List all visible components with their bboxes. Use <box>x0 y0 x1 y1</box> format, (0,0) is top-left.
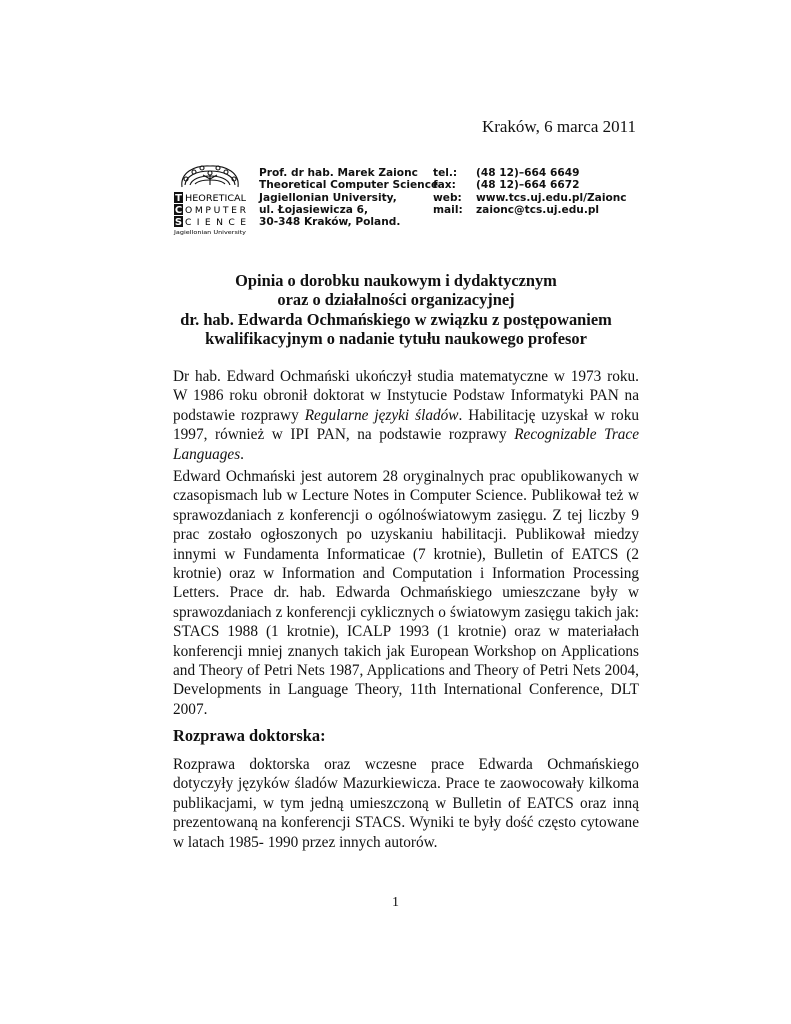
mail-label: mail: <box>433 203 463 216</box>
document-title <box>150 271 642 348</box>
logo-line-3: CIENCE <box>185 217 246 228</box>
contact-labels <box>433 167 463 216</box>
letter-date: Kraków, 6 marca 2011 <box>481 117 636 136</box>
tel-value: (48 12)–664 6649 <box>476 167 580 179</box>
title-line-1: Opinia o dorobku naukowym i dydaktycznym <box>235 271 557 290</box>
logo-letter-c: C <box>174 205 183 216</box>
logo-line-1: HEORETICAL <box>185 193 247 204</box>
paragraph-doctoral: Rozprawa doktorska oraz wczesne prace Edwarda Ochmańskiego dotyczyły języków śladów Mazurkiewicza. Prace te zaowocowały kilkoma publikacjami, w tym jedną umieszczoną w Bulletin of EATCS oraz inną prezentowaną na konferencji STACS. Wyniki te były dość często cytowane w latach 1985- 1990 przez innych autorów. <box>173 756 639 851</box>
thesis-title: Regularne języki śladów <box>304 406 459 424</box>
section-heading-doctoral: Rozprawa doktorska: <box>173 726 326 745</box>
logo-line-2: OMPUTER <box>185 205 246 216</box>
sender-street: ul. Łojasiewicza 6, <box>259 203 368 216</box>
logo-university: Jagiellonian University <box>172 230 247 235</box>
tcs-logo <box>172 163 248 235</box>
logo-letter-t: T <box>175 193 182 204</box>
mail-value: zaionc@tcs.uj.edu.pl <box>476 203 600 216</box>
habilitation-title: Recognizable Trace Languages <box>173 426 640 463</box>
sender-department: Theoretical Computer Science <box>259 179 439 192</box>
contact-values <box>476 167 627 216</box>
paragraph-education: Dr hab. Edward Ochmański ukończył studia matematyczne w 1973 roku. W 1986 roku obronił doktorat w Instytucie Podstaw Informatyki PAN na podstawie rozprawy Regularne języki śladów. Habilitację uzyskał w roku 1997, również w IPI PAN, na podstawie rozprawy Recognizable Trace Languages. <box>173 368 640 463</box>
title-line-2: oraz o działalności organizacyjnej <box>277 290 515 310</box>
sender-university: Jagiellonian University, <box>259 191 397 204</box>
logo-letter-s: S <box>174 217 183 228</box>
title-line-3: dr. hab. Edwarda Ochmańskiego w związku z postępowaniem <box>180 309 612 329</box>
sender-address <box>259 167 438 228</box>
sender-city: 30-348 Kraków, Poland. <box>259 216 401 229</box>
fax-label: fax: <box>433 179 456 192</box>
web-label: web: <box>433 191 462 204</box>
tree-icon <box>182 166 238 187</box>
fax-value: (48 12)–664 6672 <box>476 179 580 192</box>
paragraph-publications: Edward Ochmański jest autorem 28 oryginalnych prac opublikowanych w czasopismach lub w Lecture Notes in Computer Science. Publikował też w sprawozdaniach z konferencji o ogólnoświatowym zasięgu. Z tej liczby 9 prac zostało ogłoszonych po uzyskaniu habilitacji. Publikował miedzy innymi w Fundamenta Informaticae (7 krotnie), Bulletin of EATCS (2 krotnie) oraz w Information and Computation i Information Processing Letters. Prace dr. hab. Edwarda Ochmańskiego umieszczane były w sprawozdaniach z konferencji cyklicznych o światowym zasięgu takich jak: STACS 1988 (1 krotnie), ICALP 1993 (1 krotnie) oraz w materiałach konferencji mniej znanych takich jak European Workshop on Applications and Theory of Petri Nets 1987, Applications and Theory of Petri Nets 2004, Developments in Language Theory, 11th International Conference, DLT 2007. <box>173 468 639 718</box>
title-line-4: kwalifikacyjnym o nadanie tytułu naukowego profesor <box>205 328 587 348</box>
page-number: 1 <box>392 895 399 910</box>
sender-name: Prof. dr hab. Marek Zaionc <box>259 167 418 179</box>
web-value: www.tcs.uj.edu.pl/Zaionc <box>476 191 627 204</box>
tel-label: tel.: <box>433 167 458 179</box>
